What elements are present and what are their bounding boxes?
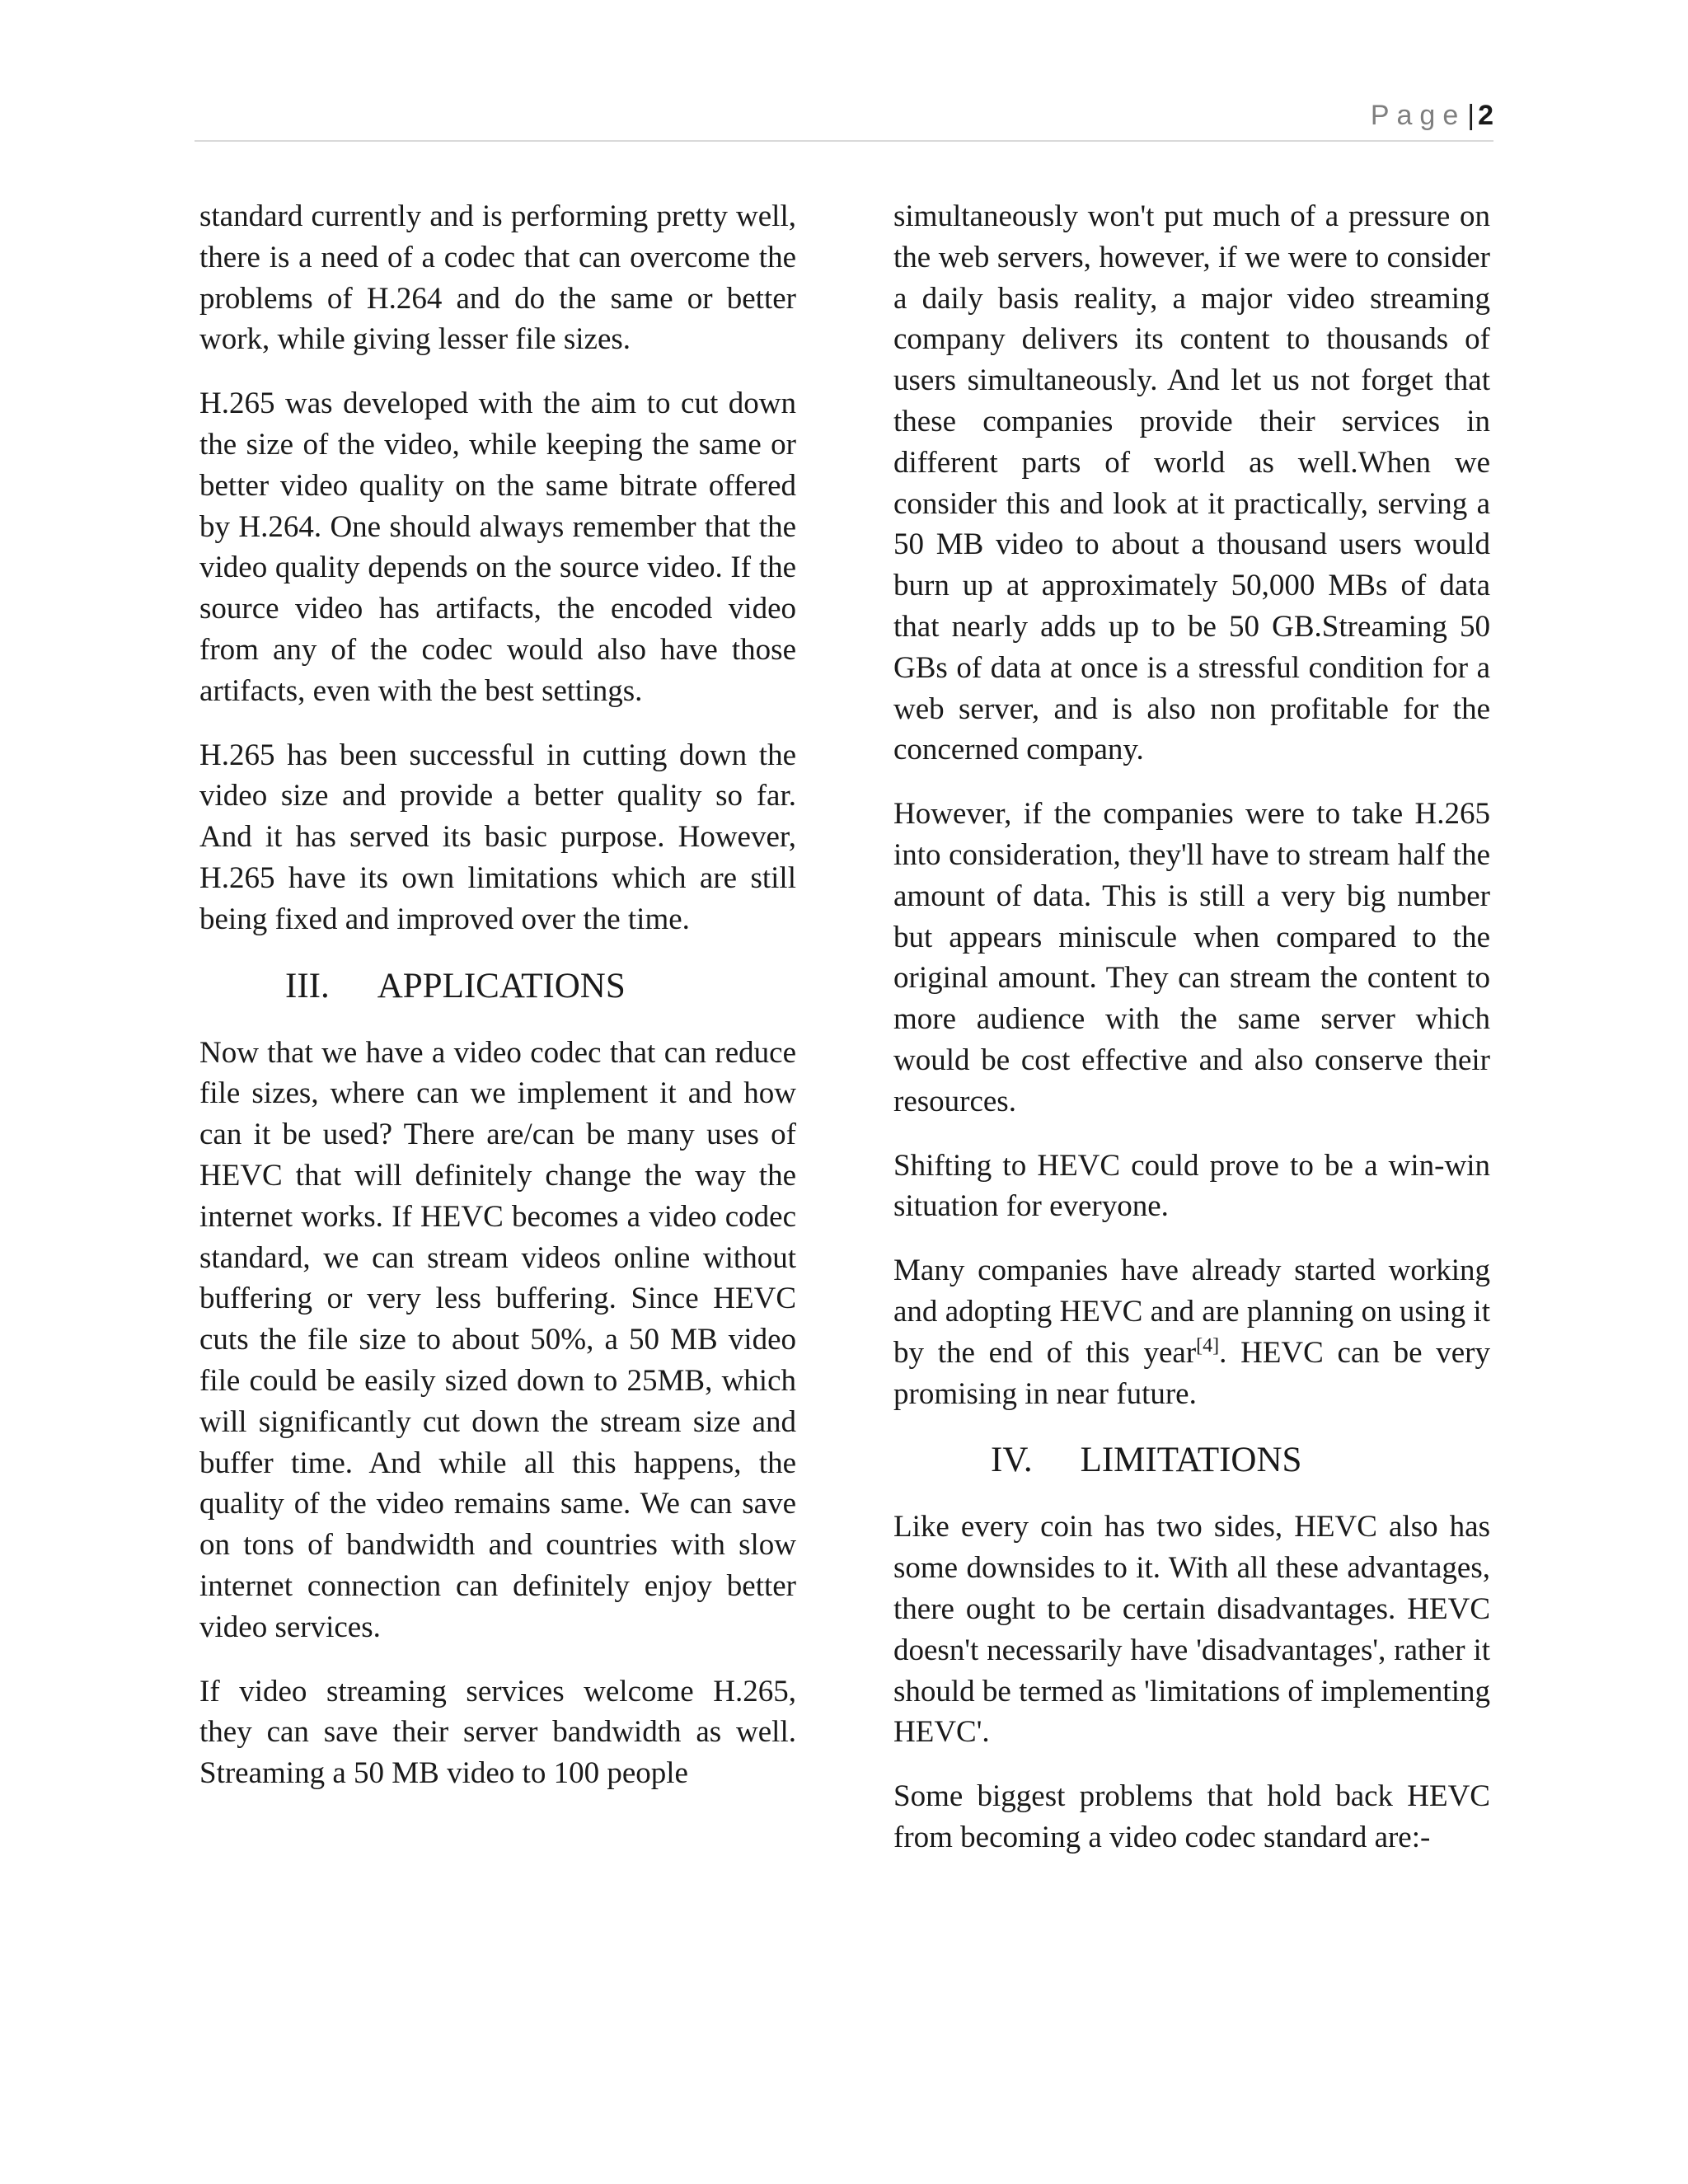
body-paragraph: Like every coin has two sides, HEVC also has some downsides to it. With all these advantages, there ought to be certain disadvantages. HEVC doesn't necessarily have 'disadvantages', rather it should be termed as 'limitations of implementing HEVC'. xyxy=(893,1510,1490,1750)
body-paragraph: standard currently and is performing pretty well, there is a need of a codec that can overcome the problems of H.264 and do the same or better work, while giving lesser file sizes. xyxy=(199,199,796,357)
page-number-label xyxy=(1371,97,1493,134)
right-column xyxy=(893,196,1490,1882)
left-column xyxy=(199,196,796,1817)
body-paragraph: If video streaming services welcome H.265, they can save their server bandwidth as well. Streaming a 50 MB video to 100 people xyxy=(199,1674,796,1791)
body-paragraph: Some biggest problems that hold back HEVC from becoming a video codec standard are:- xyxy=(893,1779,1490,1854)
section-title: APPLICATIONS xyxy=(377,966,626,1005)
body-paragraph: H.265 has been successful in cutting down the video size and provide a better quality so far. And it has served its basic purpose. However, H.265 have its own limitations which are still being fixed and improved over the time. xyxy=(199,738,796,936)
body-paragraph: H.265 was developed with the aim to cut down the size of the video, while keeping the same or better video quality on the same bitrate offered by H.264. One should always remember that the video quality depends on the source video. If the source video has artifacts, the encoded video from any of the codec would also have those artifacts, even with the best settings. xyxy=(199,387,796,708)
body-paragraph: However, if the companies were to take H.265 into consideration, they'll have to stream half the amount of data. This is still a very big number but appears miniscule when compared to the original amount. They can stream the content to more audience with the same server which would be cost effective and also conserve their resources. xyxy=(893,797,1490,1118)
paragraph-text: . HEVC can be very promising in near future. xyxy=(893,1335,1490,1411)
section-number: III. xyxy=(285,966,330,1005)
body-paragraph-with-citation xyxy=(893,1250,1490,1414)
page-label-text: Page xyxy=(1370,100,1466,131)
page-number-value: 2 xyxy=(1478,100,1493,131)
section-heading-limitations xyxy=(893,1437,1490,1483)
body-paragraph: Shifting to HEVC could prove to be a win-win situation for everyone. xyxy=(893,1148,1490,1224)
citation-marker: [4] xyxy=(1196,1334,1220,1357)
page-header xyxy=(195,97,1493,142)
section-number: IV. xyxy=(991,1441,1033,1480)
body-paragraph: simultaneously won't put much of a pressure on the web servers, however, if we were to consider a daily basis reality, a major video streaming company delivers its content to thousands of users simultaneously. And let us not forget that these companies provide their services in different parts of world as well.When we consider this and look at it practically, serving a 50 MB video to about a thousand users would burn up at approximately 50,000 MBs of data that nearly adds up to be 50 GB.Streaming 50 GBs of data at once is a stressful condition for a web server, and is also non profitable for the concerned company. xyxy=(893,199,1490,767)
section-heading-applications xyxy=(199,963,796,1010)
paragraph-text: Many companies have already started working and adopting HEVC and are planning on using it by the end of this year xyxy=(893,1254,1490,1370)
page-separator: | xyxy=(1467,100,1475,131)
body-paragraph: Now that we have a video codec that can reduce file sizes, where can we implement it and how can it be used? There are/can be many uses of HEVC that will definitely change the way the internet works. If HEVC becomes a video codec standard, we can stream videos online without buffering or very less buffering. Since HEVC cuts the file size to about 50%, a 50 MB video file could be easily sized down to 25MB, which will significantly cut down the stream size and buffer time. And while all this happens, the quality of the video remains same. We can save on tons of bandwidth and countries with slow internet connection can definitely enjoy better video services. xyxy=(199,1035,796,1644)
section-title: LIMITATIONS xyxy=(1080,1441,1302,1480)
